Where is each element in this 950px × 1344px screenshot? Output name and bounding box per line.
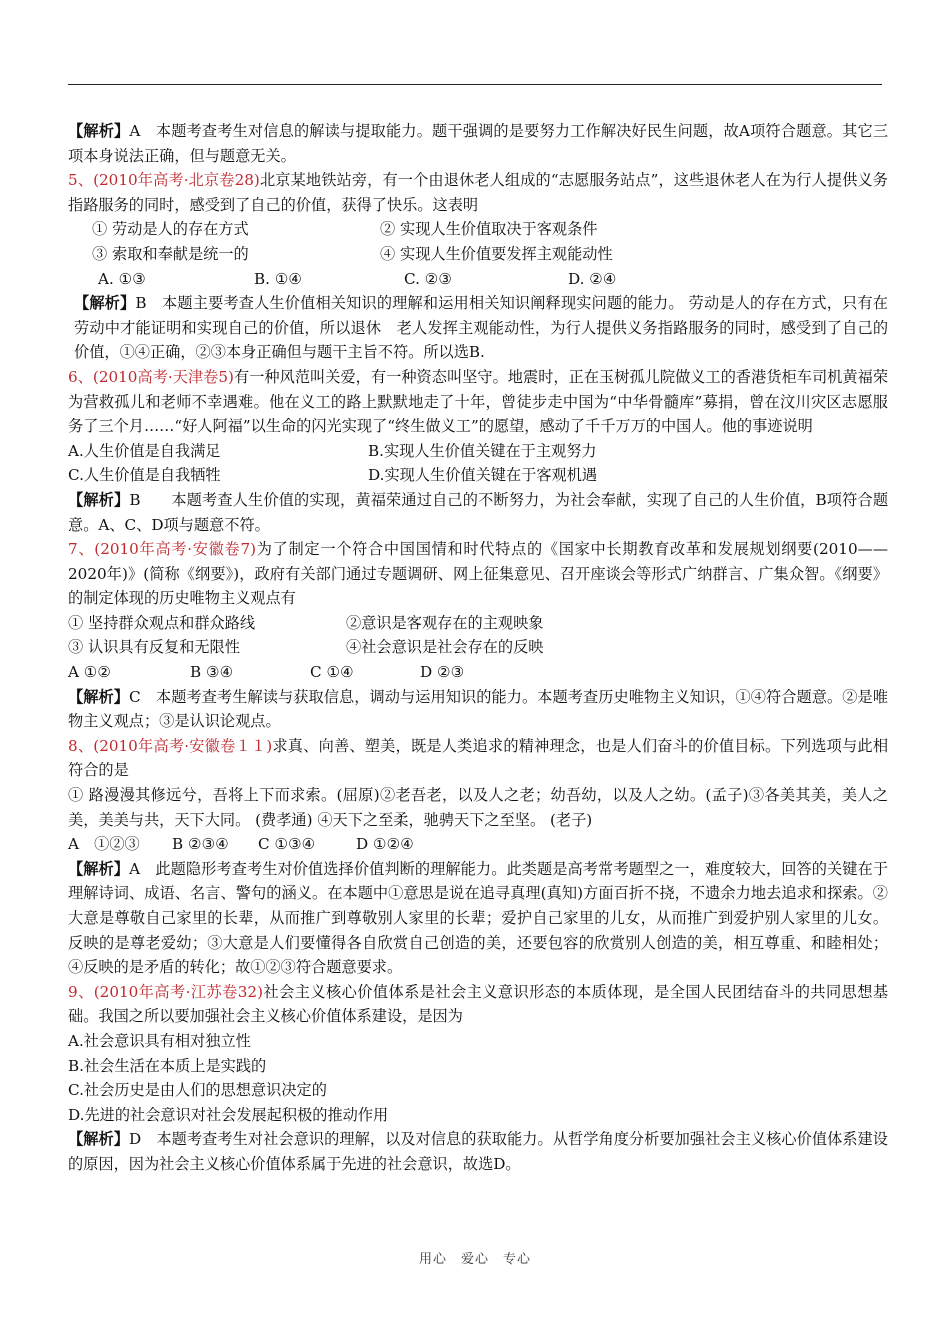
analysis-tag: 【解析】: [68, 1130, 129, 1149]
page-footer: [0, 1248, 950, 1267]
q6-stem: [68, 365, 888, 439]
q8-stem-text: 求真、向善、塑美，既是人类追求的精神理念，也是人们奋斗的价值目标。下列选项与此相符合的是: [68, 736, 889, 780]
analysis-text: B 本题主要考查人生价值相关知识的理解和运用相关知识阐释现实问题的能力。 劳动是人的存在方式，只有在劳动中才能证明和实现自己的价值，所以退休 老人发挥主观能动性，为行人提供义务指路服务的同时，感受到了自己的价值，①④正确，②③本身正确但与题干主旨不符。所以选B.: [74, 294, 888, 362]
q7-statement: ④社会意识是社会存在的反映: [346, 638, 544, 657]
q7-stem-text: 为了制定一个符合中国国情和时代特点的《国家中长期教育改革和发展规划纲要(2010——2020年)》(简称《纲要》)，政府有关部门通过专题调研、网上征集意见、召开座谈会等形式广纳群言、广集众智。《纲要》的制定体现的历史唯物主义观点有: [68, 540, 889, 608]
q9-analysis: [68, 1127, 888, 1176]
q8-analysis: [68, 857, 888, 980]
footer-word: 用心: [418, 1252, 447, 1267]
q5-statements-row-1: [68, 217, 888, 242]
q9-option: B.社会生活在本质上是实践的: [68, 1056, 267, 1075]
q6-options-row-2: [68, 463, 888, 488]
q5-statement: ④ 实现人生价值要发挥主观能动性: [380, 244, 613, 263]
footer-word: 专心: [503, 1252, 532, 1267]
q8-options: [68, 832, 888, 857]
q6-options-row-1: [68, 439, 888, 464]
q8-quotes: ① 路漫漫其修远兮，吾将上下而求索。(屈原)②老吾老，以及人之老；幼吾幼，以及人之幼。(孟子)③各美其美，美人之美，美美与共，天下大同。 (费孝通) ④天下之至柔，驰骋天下之至坚。 (老子): [68, 786, 888, 829]
q9-source: 9、(2010年高考·江苏卷32): [68, 982, 264, 1001]
q9-option: C.社会历史是由人们的思想意识决定的: [68, 1081, 327, 1100]
q7-stem: [68, 537, 888, 611]
analysis-text: A 本题考查考生对信息的解读与提取能力。题干强调的是要努力工作解决好民生问题，故A项符合题意。其它三项本身说法正确，但与题意无关。: [68, 122, 889, 165]
q4-analysis: [68, 119, 888, 168]
q7-option: A ①②: [68, 663, 112, 682]
q6-option: B.实现人生价值关键在于主观努力: [368, 441, 597, 460]
q5-statements-row-2: [68, 242, 888, 267]
q5-source: 5、(2010年高考·北京卷28): [68, 171, 260, 190]
q8-option: B ②③④: [172, 835, 229, 854]
analysis-text: B 本题考查人生价值的实现，黄福荣通过自己的不断努力，为社会奉献，实现了自己的人生价值，B项符合题意。A、C、D项与题意不符。: [68, 490, 889, 534]
analysis-tag: 【解析】: [68, 122, 130, 140]
analysis-tag: 【解析】: [74, 294, 136, 313]
q5-analysis: [68, 291, 888, 365]
q7-option: C ①④: [310, 663, 354, 682]
q8-source: 8、(2010年高考·安徽卷１１): [68, 736, 273, 755]
q7-statement: ① 坚持群众观点和群众路线: [68, 613, 256, 632]
q7-statements-row-2: [68, 635, 888, 660]
q8-stem: [68, 734, 888, 783]
q5-stem-text: 北京某地铁站旁，有一个由退休老人组成的“志愿服务站点”，这些退休老人在为行人提供义务指路服务的同时，感受到了自己的价值，获得了快乐。这表明: [68, 171, 888, 214]
q5-statement: ① 劳动是人的存在方式: [92, 220, 249, 239]
q6-option: C.人生价值是自我牺牲: [68, 466, 221, 485]
q6-option: A.人生价值是自我满足: [68, 441, 221, 460]
q8-option: D ①②④: [356, 835, 414, 854]
q8-option: C ①③④: [258, 835, 316, 854]
q7-option: B ③④: [190, 663, 234, 682]
q5-options: [68, 267, 888, 292]
q7-statement: ②意识是客观存在的主观映象: [346, 613, 544, 632]
q9-option: D.先进的社会意识对社会发展起积极的推动作用: [68, 1105, 389, 1124]
q5-option: D. ②④: [568, 269, 617, 288]
header-rule: [68, 84, 882, 85]
q6-option: D.实现人生价值关键在于客观机遇: [368, 466, 598, 485]
q5-statement: ③ 索取和奉献是统一的: [92, 244, 249, 263]
q7-option: D ②③: [420, 663, 465, 682]
analysis-text: C 本题考查考生解读与获取信息，调动与运用知识的能力。本题考查历史唯物主义知识，①④符合题意。②是唯物主义观点；③是认识论观点。: [68, 687, 889, 731]
q5-option: A. ①③: [98, 269, 146, 288]
analysis-tag: 【解析】: [68, 687, 130, 706]
q5-stem: [68, 168, 888, 217]
q9-stem-text: 社会主义核心价值体系是社会主义意识形态的本质体现，是全国人民团结奋斗的共同思想基础。我国之所以要加强社会主义核心价值体系建设，是因为: [68, 982, 889, 1026]
q6-source: 6、(2010高考·天津卷5): [68, 367, 234, 386]
q7-source: 7、(2010年高考·安徽卷7): [68, 540, 257, 559]
q7-statements-row-1: [68, 611, 888, 636]
document-body: [68, 119, 888, 1177]
footer-word: 爱心: [460, 1252, 489, 1267]
q9-stem: [68, 980, 888, 1029]
q6-analysis: [68, 488, 888, 537]
q7-analysis: [68, 685, 888, 734]
analysis-tag: 【解析】: [68, 859, 130, 878]
q7-options: [68, 660, 888, 685]
q9-option: A.社会意识具有相对独立性: [68, 1031, 251, 1050]
q8-option: A ①②③: [68, 835, 140, 854]
analysis-tag: 【解析】: [68, 490, 130, 509]
analysis-text: D 本题考查考生对社会意识的理解，以及对信息的获取能力。从哲学角度分析要加强社会主义核心价值体系建设的原因，因为社会主义核心价值体系属于先进的社会意识，故选D。: [68, 1130, 888, 1173]
q5-option: C. ②③: [404, 269, 452, 288]
q7-statement: ③ 认识具有反复和无限性: [68, 638, 240, 657]
q5-option: B. ①④: [254, 269, 303, 288]
q6-stem-text: 有一种风范叫关爱，有一种资态叫坚守。地震时，正在玉树孤儿院做义工的香港货柜车司机黄福荣为营救孤儿和老师不幸遇难。他在义工的路上默默地走了十年，曾徒步走中国为“中华骨髓库”募捐，曾在汶川灾区志愿服务了三个月……“好人阿福”以生命的闪光实现了“终生做义工”的愿望，感动了千千万万的中国人。他的事迹说明: [68, 367, 889, 436]
analysis-text: A 此题隐形考查考生对价值选择价值判断的理解能力。此类题是高考常考题型之一，难度较大，回答的关键在于理解诗词、成语、名言、警句的涵义。在本题中①意思是说在追寻真理(真知)方面百折不挠，不遗余力地去追求和探索。②大意是尊敬自己家里的长辈，从而推广到尊敬别人家里的长辈；爱护自己家里的儿女，从而推广到爱护别人家里的儿女。反映的是尊老爱幼；③大意是人们要懂得各自欣赏自己创造的美，还要包容的欣赏别人创造的美，相互尊重、和睦相处；④反映的是矛盾的转化；故①②③符合题意要求。: [68, 859, 889, 977]
q5-statement: ② 实现人生价值取决于客观条件: [380, 220, 598, 239]
